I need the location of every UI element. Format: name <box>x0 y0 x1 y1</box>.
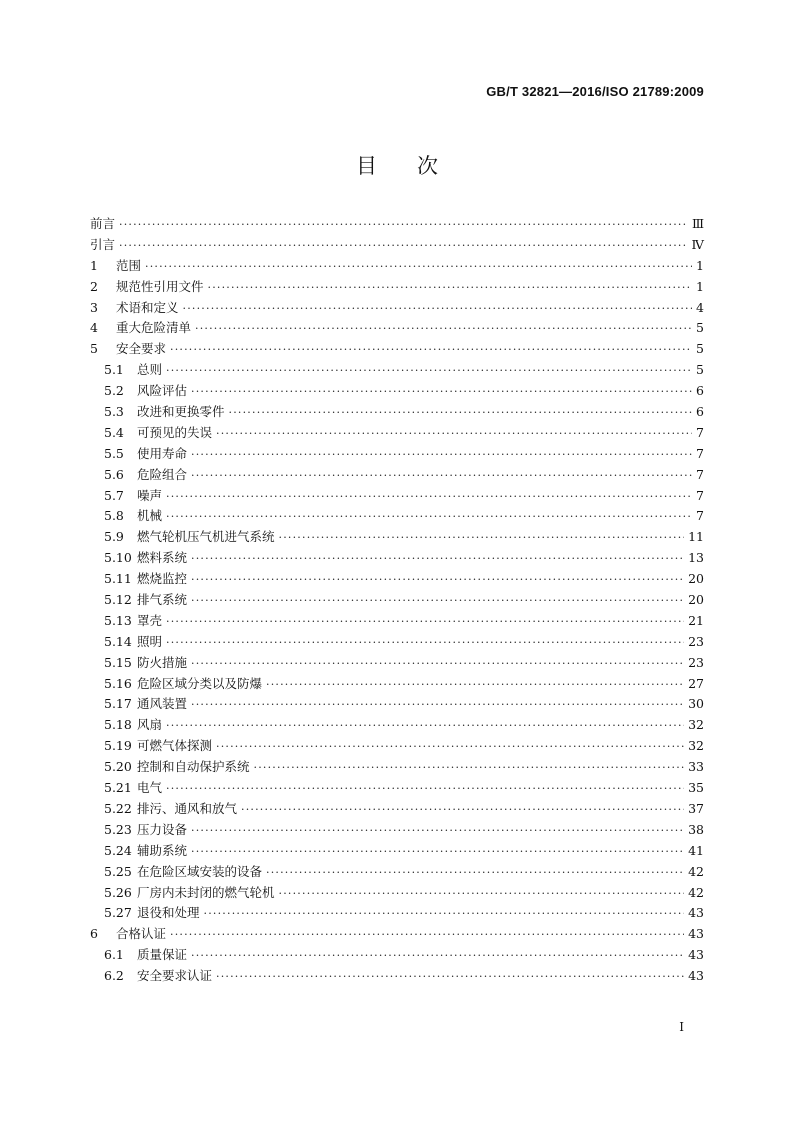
table-of-contents <box>90 214 704 987</box>
toc-entry[interactable] <box>90 277 704 298</box>
toc-entry[interactable] <box>90 339 704 360</box>
toc-entry-page: 43 <box>688 968 704 984</box>
dot-leader <box>191 570 684 591</box>
page-title: 目次 <box>356 154 478 178</box>
toc-entry-page: 33 <box>688 759 704 775</box>
toc-entry-number: 6.2 <box>104 968 124 984</box>
toc-entry[interactable] <box>90 757 704 778</box>
toc-entry-label: 引言 <box>90 236 116 252</box>
toc-entry-label: 在危险区域安装的设备 <box>137 863 263 879</box>
toc-entry-label: 排污、通风和放气 <box>137 800 238 816</box>
toc-entry-page: 6 <box>696 404 704 420</box>
dot-leader <box>229 403 692 424</box>
toc-entry[interactable] <box>90 841 704 862</box>
dot-leader <box>216 424 692 445</box>
toc-entry-number: 5.4 <box>104 424 124 440</box>
toc-entry[interactable] <box>90 883 704 904</box>
toc-entry-page: 7 <box>696 424 704 440</box>
toc-entry-label: 照明 <box>137 633 163 649</box>
toc-entry-label: 合格认证 <box>116 926 167 942</box>
toc-entry-number: 5.22 <box>104 800 132 816</box>
toc-entry-label: 危险组合 <box>137 466 188 482</box>
dot-leader <box>279 528 685 549</box>
toc-entry-page: 27 <box>688 675 704 691</box>
toc-entry-label: 通风装置 <box>137 696 188 712</box>
toc-entry-label: 使用寿命 <box>137 445 188 461</box>
toc-entry-page: 41 <box>688 842 704 858</box>
toc-entry-page: 5 <box>696 362 704 378</box>
dot-leader <box>166 633 684 654</box>
toc-entry-page: 43 <box>688 947 704 963</box>
standard-number: GB/T 32821—2016/ISO 21789:2009 <box>486 84 704 99</box>
toc-entry[interactable] <box>90 694 704 715</box>
toc-entry-page: 37 <box>688 800 704 816</box>
toc-entry-number: 5.17 <box>104 696 132 712</box>
toc-entry-page: Ⅳ <box>691 236 704 252</box>
toc-entry-number: 5.25 <box>104 863 132 879</box>
toc-entry-number: 5.12 <box>104 592 132 608</box>
dot-leader <box>145 257 692 278</box>
toc-entry-number: 5.5 <box>104 445 124 461</box>
toc-entry-label: 电气 <box>137 780 163 796</box>
toc-entry[interactable] <box>90 381 704 402</box>
toc-entry-number: 5.8 <box>104 508 124 524</box>
toc-entry[interactable] <box>90 506 704 527</box>
toc-entry-number: 5.19 <box>104 738 132 754</box>
toc-entry-label: 安全要求认证 <box>137 968 213 984</box>
dot-leader <box>191 445 692 466</box>
toc-entry[interactable] <box>90 486 704 507</box>
toc-entry-page: 1 <box>696 257 704 273</box>
toc-entry[interactable] <box>90 444 704 465</box>
toc-entry-number: 5 <box>90 341 98 357</box>
toc-entry[interactable] <box>90 903 704 924</box>
dot-leader <box>166 487 692 508</box>
toc-entry[interactable] <box>90 256 704 277</box>
dot-leader <box>279 884 685 905</box>
dot-leader <box>191 695 684 716</box>
toc-entry-label: 厂房内未封闭的燃气轮机 <box>137 884 275 900</box>
toc-entry-label: 改进和更换零件 <box>137 404 225 420</box>
dot-leader <box>166 779 684 800</box>
toc-entry-number: 3 <box>90 299 98 315</box>
toc-entry[interactable] <box>90 674 704 695</box>
toc-entry[interactable] <box>90 653 704 674</box>
toc-entry[interactable] <box>90 402 704 423</box>
dot-leader <box>183 299 692 320</box>
toc-entry[interactable] <box>90 632 704 653</box>
dot-leader <box>266 675 684 696</box>
toc-entry-label: 辅助系统 <box>137 842 188 858</box>
dot-leader <box>191 946 684 967</box>
toc-entry-label: 控制和自动保护系统 <box>137 759 250 775</box>
toc-entry-number: 5.24 <box>104 842 132 858</box>
toc-entry-label: 范围 <box>116 257 142 273</box>
toc-entry-number: 4 <box>90 320 98 336</box>
toc-entry-page: 42 <box>688 863 704 879</box>
toc-entry[interactable] <box>90 569 704 590</box>
dot-leader <box>216 967 684 988</box>
dot-leader <box>191 382 692 403</box>
toc-entry-page: 21 <box>688 612 704 628</box>
toc-entry-label: 风扇 <box>137 717 163 733</box>
toc-entry-number: 5.27 <box>104 905 132 921</box>
toc-entry[interactable] <box>90 298 704 319</box>
toc-entry[interactable] <box>90 820 704 841</box>
dot-leader <box>191 821 684 842</box>
toc-entry-label: 机械 <box>137 508 163 524</box>
toc-entry[interactable] <box>90 611 704 632</box>
toc-entry-page: 23 <box>688 633 704 649</box>
toc-entry-page: 20 <box>688 592 704 608</box>
dot-leader <box>195 319 692 340</box>
toc-entry-page: 11 <box>688 529 704 545</box>
toc-entry-number: 5.23 <box>104 821 132 837</box>
toc-entry-number: 5.15 <box>104 654 132 670</box>
toc-entry[interactable] <box>90 318 704 339</box>
toc-entry[interactable] <box>90 527 704 548</box>
toc-entry-number: 5.20 <box>104 759 132 775</box>
toc-entry-page: 23 <box>688 654 704 670</box>
toc-entry[interactable] <box>90 945 704 966</box>
toc-entry-number: 5.14 <box>104 633 132 649</box>
dot-leader <box>266 863 684 884</box>
toc-entry[interactable] <box>90 778 704 799</box>
toc-entry-number: 5.10 <box>104 550 132 566</box>
toc-entry-label: 燃料系统 <box>137 550 188 566</box>
toc-entry-page: 32 <box>688 717 704 733</box>
toc-entry-label: 安全要求 <box>116 341 167 357</box>
dot-leader <box>166 361 692 382</box>
toc-entry-label: 前言 <box>90 216 116 231</box>
toc-entry-page: 5 <box>696 320 704 336</box>
toc-entry-label: 燃烧监控 <box>137 571 188 587</box>
toc-entry-page: 20 <box>688 571 704 587</box>
toc-entry-number: 2 <box>90 278 98 294</box>
toc-entry-label: 防火措施 <box>137 654 188 670</box>
toc-entry-page: 43 <box>688 926 704 942</box>
dot-leader <box>119 215 688 236</box>
toc-entry-page: 42 <box>688 884 704 900</box>
toc-entry-label: 风险评估 <box>137 383 188 399</box>
toc-entry-label: 危险区域分类以及防爆 <box>137 675 263 691</box>
toc-entry-number: 5.11 <box>104 571 132 587</box>
toc-entry[interactable] <box>90 862 704 883</box>
dot-leader <box>191 549 684 570</box>
toc-entry-number: 6.1 <box>104 947 124 963</box>
dot-leader <box>191 466 692 487</box>
toc-entry-page: 7 <box>696 445 704 461</box>
dot-leader <box>119 236 687 257</box>
toc-entry[interactable] <box>90 548 704 569</box>
toc-entry-label: 术语和定义 <box>116 299 179 315</box>
toc-entry-page: 43 <box>688 905 704 921</box>
toc-entry-label: 可燃气体探测 <box>137 738 213 754</box>
toc-entry-number: 5.7 <box>104 487 124 503</box>
toc-entry-number: 5.26 <box>104 884 132 900</box>
dot-leader <box>208 278 692 299</box>
page-number: I <box>679 1020 684 1034</box>
toc-entry-page: 32 <box>688 738 704 754</box>
toc-entry-number: 1 <box>90 257 98 273</box>
toc-entry-page: Ⅲ <box>691 216 704 231</box>
toc-entry-number: 5.18 <box>104 717 132 733</box>
dot-leader <box>191 842 684 863</box>
toc-entry-page: 5 <box>696 341 704 357</box>
toc-entry-label: 可预见的失误 <box>137 424 213 440</box>
toc-entry-page: 7 <box>696 487 704 503</box>
toc-entry-page: 38 <box>688 821 704 837</box>
dot-leader <box>191 591 684 612</box>
toc-entry-page: 4 <box>696 299 704 315</box>
toc-entry-label: 罩壳 <box>137 612 163 628</box>
toc-entry[interactable] <box>90 799 704 820</box>
toc-entry-label: 燃气轮机压气机进气系统 <box>137 529 275 545</box>
toc-entry-label: 排气系统 <box>137 592 188 608</box>
toc-entry-label: 重大危险清单 <box>116 320 192 336</box>
toc-entry-page: 7 <box>696 466 704 482</box>
toc-entry[interactable] <box>90 423 704 444</box>
dot-leader <box>166 612 684 633</box>
toc-entry-number: 6 <box>90 926 98 942</box>
toc-entry-page: 35 <box>688 780 704 796</box>
toc-entry-page: 13 <box>688 550 704 566</box>
toc-entry-label: 规范性引用文件 <box>116 278 204 294</box>
toc-entry-label: 压力设备 <box>137 821 188 837</box>
toc-entry-label: 退役和处理 <box>137 905 200 921</box>
toc-entry-number: 5.2 <box>104 383 124 399</box>
dot-leader <box>241 800 684 821</box>
toc-entry-page: 6 <box>696 383 704 399</box>
toc-entry-page: 30 <box>688 696 704 712</box>
toc-entry[interactable] <box>90 360 704 381</box>
toc-entry-number: 5.13 <box>104 612 132 628</box>
dot-leader <box>254 758 685 779</box>
toc-entry[interactable] <box>90 924 704 945</box>
toc-entry-label: 总则 <box>137 362 163 378</box>
toc-entry[interactable] <box>90 966 704 987</box>
toc-entry[interactable] <box>90 235 704 256</box>
dot-leader <box>170 340 692 361</box>
dot-leader <box>191 654 684 675</box>
toc-entry-page: 1 <box>696 278 704 294</box>
toc-entry-number: 5.9 <box>104 529 124 545</box>
toc-entry-label: 噪声 <box>137 487 163 503</box>
dot-leader <box>166 507 692 528</box>
toc-entry-page: 7 <box>696 508 704 524</box>
toc-entry[interactable] <box>90 736 704 757</box>
dot-leader <box>204 904 685 925</box>
dot-leader <box>166 716 684 737</box>
dot-leader <box>170 925 684 946</box>
dot-leader <box>216 737 684 758</box>
toc-entry-number: 5.3 <box>104 404 124 420</box>
toc-entry[interactable] <box>90 590 704 611</box>
toc-entry[interactable] <box>90 214 704 235</box>
toc-entry[interactable] <box>90 465 704 486</box>
toc-entry-number: 5.1 <box>104 362 124 378</box>
toc-entry-number: 5.16 <box>104 675 132 691</box>
toc-entry-label: 质量保证 <box>137 947 188 963</box>
toc-entry-number: 5.6 <box>104 466 124 482</box>
toc-entry[interactable] <box>90 715 704 736</box>
toc-entry-number: 5.21 <box>104 780 132 796</box>
